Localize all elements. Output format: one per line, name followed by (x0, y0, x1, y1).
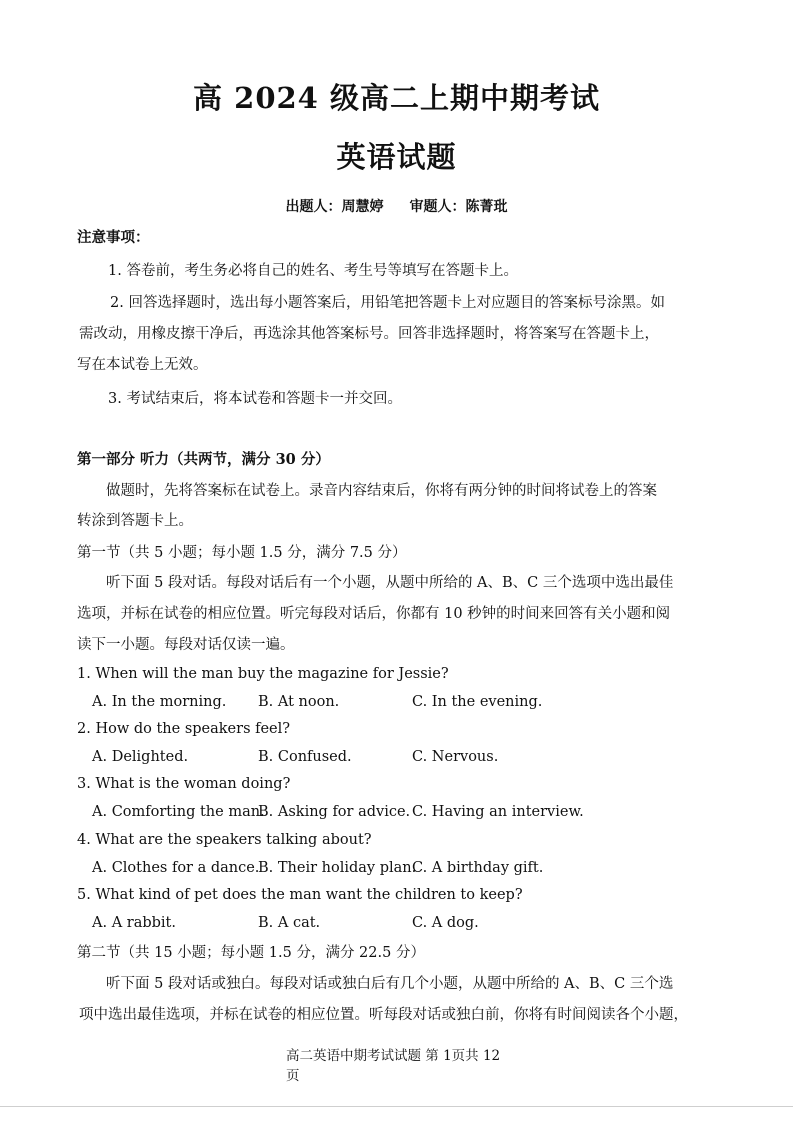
notes-heading: 注意事项： (77, 229, 150, 246)
note-item-2-line-3: 写在本试卷上无效。 (77, 357, 208, 373)
option-b: B. A cat. (258, 915, 321, 931)
exam-title: 高 2024 级高二上期中期考试 (193, 81, 600, 115)
note-item-2-line-2: 需改动，用橡皮擦干净后，再选涂其他答案标号。回答非选择题时，将答案写在答题卡上， (79, 326, 659, 342)
section1-intro-line-2: 选项，并标在试卷的相应位置。听完每段对话后，你都有 10 秒钟的时间来回答有关小题和阅 (77, 606, 671, 622)
option-c: C. A birthday gift. (412, 860, 544, 876)
option-b: B. Confused. (258, 749, 352, 765)
section1-heading: 第一节（共 5 小题；每小题 1.5 分，满分 7.5 分） (77, 545, 407, 561)
question-1: 1. When will the man buy the magazine for Jessie? (77, 666, 449, 682)
option-a: A. A rabbit. (92, 915, 176, 931)
part1-heading: 第一部分 听力（共两节，满分 30 分） (77, 451, 330, 468)
question-4: 4. What are the speakers talking about? (77, 832, 372, 848)
section1-intro-line-3: 读下一小题。每段对话仅读一遍。 (77, 637, 295, 653)
option-c: C. Having an interview. (412, 804, 584, 820)
question-2: 2. How do the speakers feel? (77, 721, 291, 737)
note-item-1: 1. 答卷前，考生务必将自己的姓名、考生号等填写在答题卡上。 (108, 263, 518, 279)
option-a: A. In the morning. (92, 694, 227, 710)
section2-intro-line-1: 听下面 5 段对话或独白。每段对话或独白后有几个小题，从题中所给的 A、B、C 三个选 (106, 976, 674, 992)
page-footer (286, 1046, 526, 1086)
option-b: B. Their holiday plan. (258, 860, 417, 876)
part1-intro-line-2: 转涂到答题卡上。 (77, 513, 193, 529)
author-line (0, 196, 793, 216)
setter-label: 出题人：周慧婷 (285, 199, 384, 215)
section1-intro-line-1: 听下面 5 段对话。每段对话后有一个小题，从题中所给的 A、B、C 三个选项中选出最佳 (106, 575, 674, 591)
option-c: C. Nervous. (412, 749, 499, 765)
question-5: 5. What kind of pet does the man want the children to keep? (77, 887, 523, 903)
option-a: A. Clothes for a dance. (92, 860, 260, 876)
option-c: C. In the evening. (412, 694, 543, 710)
reviewer-label: 审题人：陈菁玭 (409, 199, 508, 215)
note-item-3: 3. 考试结束后，将本试卷和答题卡一并交回。 (108, 391, 402, 407)
option-b: B. At noon. (258, 694, 340, 710)
question-3: 3. What is the woman doing? (77, 776, 291, 792)
option-a: A. Delighted. (92, 749, 189, 765)
page-bottom-divider (0, 1106, 793, 1107)
footer-line-1: 高二英语中期考试试题 第 1页共 12 (286, 1048, 501, 1064)
option-a: A. Comforting the man. (92, 804, 265, 820)
exam-subtitle: 英语试题 (336, 140, 457, 174)
option-c: C. A dog. (412, 915, 479, 931)
section2-heading: 第二节（共 15 小题；每小题 1.5 分，满分 22.5 分） (77, 945, 425, 961)
option-b: B. Asking for advice. (258, 804, 411, 820)
section2-intro-line-2: 项中选出最佳选项，并标在试卷的相应位置。听每段对话或独白前，你将有时间阅读各个小题， (79, 1007, 688, 1023)
footer-line-2: 页 (286, 1068, 300, 1084)
part1-intro-line-1: 做题时，先将答案标在试卷上。录音内容结束后，你将有两分钟的时间将试卷上的答案 (106, 483, 657, 499)
note-item-2-line-1: 2. 回答选择题时，选出每小题答案后，用铅笔把答题卡上对应题目的答案标号涂黑。如 (110, 295, 665, 311)
